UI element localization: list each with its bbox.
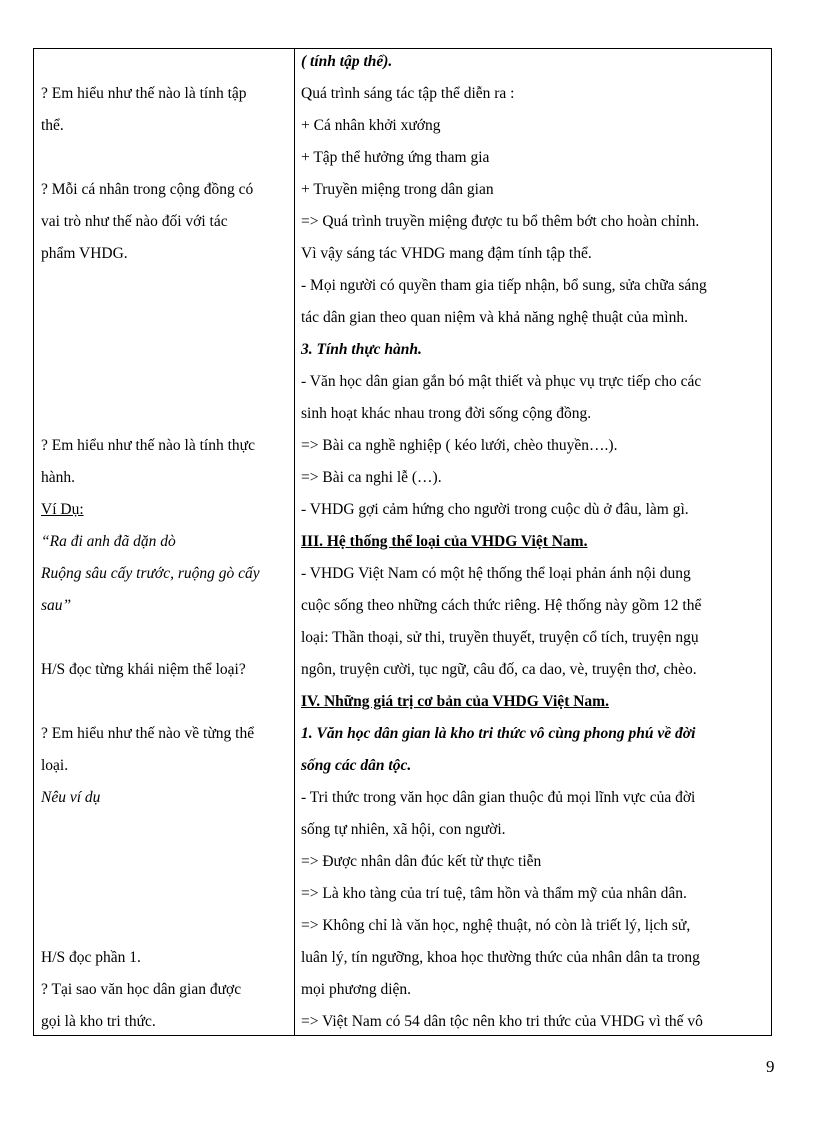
question-line: ? Em hiểu như thế nào là tính thực	[41, 437, 255, 454]
content-line: - VHDG gợi cảm hứng cho người trong cuộc dù ở đâu, làm gì.	[301, 501, 689, 518]
question-line: H/S đọc phần 1.	[41, 949, 141, 966]
content-line: sống tự nhiên, xã hội, con người.	[301, 821, 506, 838]
content-line: => Được nhân dân đúc kết từ thực tiễn	[301, 853, 542, 870]
question-line: Ví Dụ:	[41, 501, 84, 518]
content-line: sinh hoạt khác nhau trong đời sống cộng đồng.	[301, 405, 592, 422]
question-line: ? Mỗi cá nhân trong cộng đồng có	[41, 181, 254, 198]
content-line: - Mọi người có quyền tham gia tiếp nhận, bổ sung, sửa chữa sáng	[301, 277, 707, 294]
content-line: tác dân gian theo quan niệm và khả năng nghệ thuật của mình.	[301, 309, 688, 326]
content-line: => Việt Nam có 54 dân tộc nên kho tri thức của VHDG vì thế vô	[301, 1013, 703, 1030]
question-line: thể.	[41, 117, 64, 134]
question-line: sau”	[41, 597, 72, 614]
question-line: Nêu ví dụ	[41, 789, 101, 806]
question-line: phẩm VHDG.	[41, 245, 128, 262]
content-line: IV. Những giá trị cơ bản của VHDG Việt Nam.	[301, 693, 609, 710]
content-line: sống các dân tộc.	[301, 757, 412, 774]
content-line: + Tập thể hưởng ứng tham gia	[301, 149, 490, 166]
column-divider	[294, 49, 295, 1035]
question-line: ? Tại sao văn học dân gian được	[41, 981, 242, 998]
question-line: gọi là kho tri thức.	[41, 1013, 156, 1030]
content-line: + Cá nhân khởi xướng	[301, 117, 441, 134]
content-line: => Bài ca nghi lễ (…).	[301, 469, 442, 486]
question-line: ? Em hiểu như thế nào về từng thể	[41, 725, 255, 742]
content-line: - VHDG Việt Nam có một hệ thống thể loại phản ánh nội dung	[301, 565, 691, 582]
content-line: 3. Tính thực hành.	[301, 341, 422, 358]
page-number: 9	[766, 1057, 775, 1076]
lesson-table	[33, 48, 772, 1036]
content-line: loại: Thần thoại, sử thi, truyền thuyết, truyện cổ tích, truyện ngụ	[301, 629, 699, 646]
question-line: vai trò như thế nào đối với tác	[41, 213, 228, 230]
question-line: loại.	[41, 757, 69, 774]
question-line: “Ra đi anh đã dặn dò	[41, 533, 176, 550]
content-line: => Bài ca nghề nghiệp ( kéo lưới, chèo thuyền….).	[301, 437, 618, 454]
content-line: => Là kho tàng của trí tuệ, tâm hồn và thẩm mỹ của nhân dân.	[301, 885, 687, 902]
content-line: ( tính tập thể).	[301, 53, 393, 70]
content-line: cuộc sống theo những cách thức riêng. Hệ thống này gồm 12 thể	[301, 597, 702, 614]
content-line: mọi phương diện.	[301, 981, 412, 998]
content-line: => Quá trình truyền miệng được tu bổ thêm bớt cho hoàn chỉnh.	[301, 213, 700, 230]
content-line: - Tri thức trong văn học dân gian thuộc đủ mọi lĩnh vực của đời	[301, 789, 696, 806]
content-line: - Văn học dân gian gắn bó mật thiết và phục vụ trực tiếp cho các	[301, 373, 702, 390]
content-line: + Truyền miệng trong dân gian	[301, 181, 494, 198]
content-line: III. Hệ thống thể loại của VHDG Việt Nam.	[301, 533, 588, 550]
question-line: hành.	[41, 469, 76, 486]
question-line: H/S đọc từng khái niệm thể loại?	[41, 661, 246, 678]
content-line: ngôn, truyện cười, tục ngữ, câu đố, ca dao, vè, truyện thơ, chèo.	[301, 661, 697, 678]
question-line: ? Em hiểu như thế nào là tính tập	[41, 85, 247, 102]
content-line: Vì vậy sáng tác VHDG mang đậm tính tập thể.	[301, 245, 592, 262]
content-line: 1. Văn học dân gian là kho tri thức vô cùng phong phú về đời	[301, 725, 696, 742]
content-line: luân lý, tín ngưỡng, khoa học thường thức của nhân dân ta trong	[301, 949, 700, 966]
content-line: Quá trình sáng tác tập thể diễn ra :	[301, 85, 515, 102]
question-line: Ruộng sâu cấy trước, ruộng gò cấy	[41, 565, 260, 582]
content-line: => Không chỉ là văn học, nghệ thuật, nó còn là triết lý, lịch sử,	[301, 917, 691, 934]
